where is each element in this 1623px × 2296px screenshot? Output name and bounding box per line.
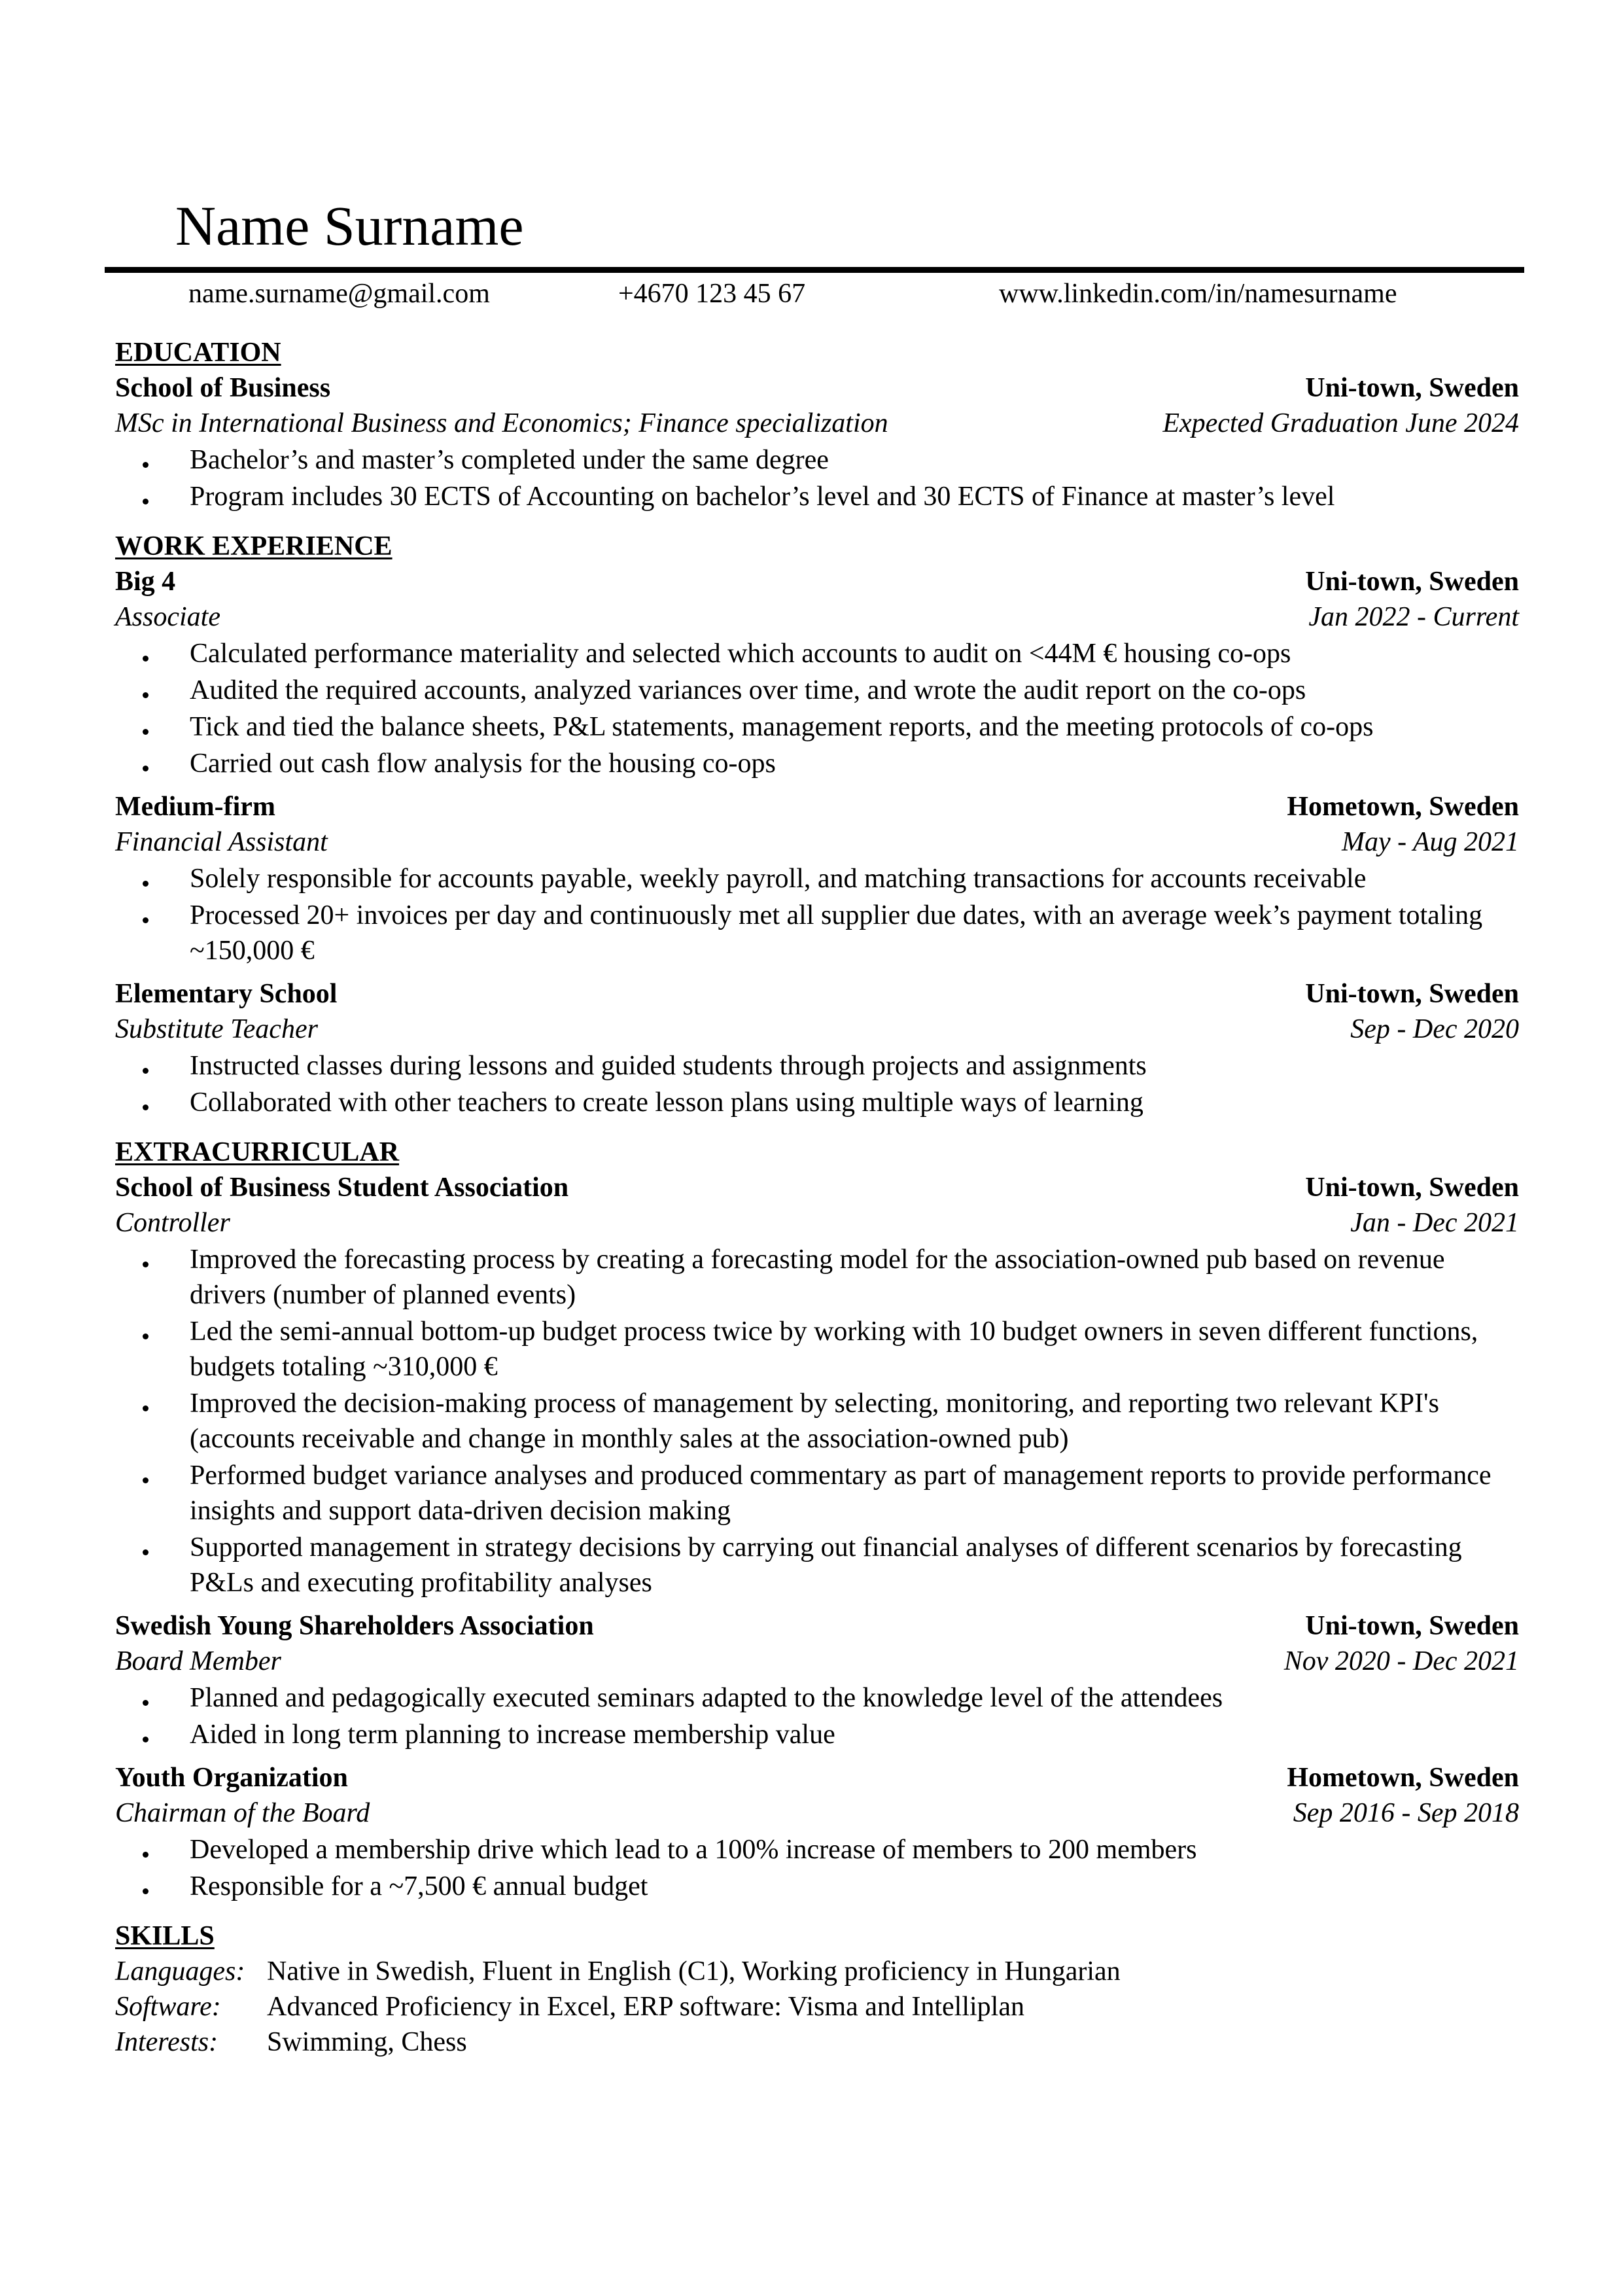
entry-organization: School of Business (115, 373, 331, 403)
entry-organization: Elementary School (115, 979, 338, 1009)
bullet-item: Calculated performance materiality and selected which accounts to audit on <44M € housing co-ops (115, 636, 1519, 671)
bullet-item: Developed a membership drive which lead to a 100% increase of members to 200 members (115, 1832, 1519, 1867)
section-title: EXTRACURRICULAR (115, 1137, 400, 1167)
entry-role: Associate (115, 602, 220, 632)
work-entry (115, 564, 1519, 781)
bullet-item: Processed 20+ invoices per day and continuously met all supplier due dates, with an average week’s payment totaling ~150,000 € (115, 898, 1519, 968)
section-title: WORK EXPERIENCE (115, 531, 393, 561)
entry-organization: Big 4 (115, 567, 176, 597)
section-title: EDUCATION (115, 338, 281, 368)
candidate-name: Name Surname (175, 194, 524, 257)
entry-dates: Nov 2020 - Dec 2021 (1283, 1646, 1519, 1676)
entry-organization: School of Business Student Association (115, 1173, 569, 1203)
bullet-item: Led the semi-annual bottom-up budget process twice by working with 10 budget owners in seven different functions, budgets totaling ~310,000 € (115, 1314, 1519, 1385)
phone-number: +4670 123 45 67 (618, 279, 806, 309)
bullet-item: Improved the forecasting process by creating a forecasting model for the association-owned pub based on revenue drivers (number of planned events) (115, 1242, 1519, 1313)
skills-section (115, 1918, 1519, 2060)
skill-row-languages (115, 1954, 1519, 1989)
entry-dates: Jan 2022 - Current (1308, 602, 1519, 632)
entry-location: Hometown, Sweden (1287, 1763, 1519, 1793)
bullet-item: Tick and tied the balance sheets, P&L statements, management reports, and the meeting protocols of co-ops (115, 709, 1519, 745)
bullet-item: Program includes 30 ECTS of Accounting on bachelor’s level and 30 ECTS of Finance at master’s level (115, 479, 1519, 514)
entry-dates: Sep 2016 - Sep 2018 (1293, 1798, 1519, 1828)
skill-value: Native in Swedish, Fluent in English (C1), Working proficiency in Hungarian (267, 1956, 1121, 1987)
entry-role: MSc in International Business and Economics; Finance specialization (115, 408, 888, 438)
work-experience-section (115, 529, 1519, 1120)
entry-location: Uni-town, Sweden (1305, 567, 1519, 597)
entry-location: Uni-town, Sweden (1305, 1173, 1519, 1203)
bullet-item: Bachelor’s and master’s completed under the same degree (115, 442, 1519, 478)
entry-role: Controller (115, 1208, 230, 1238)
skill-label: Languages: (115, 1956, 245, 1987)
entry-dates: Expected Graduation June 2024 (1162, 408, 1519, 438)
resume-body (115, 335, 1519, 2060)
skill-value: Swimming, Chess (267, 2027, 467, 2057)
extracurricular-entry (115, 1760, 1519, 1904)
bullet-item: Audited the required accounts, analyzed variances over time, and wrote the audit report on the co-ops (115, 673, 1519, 708)
email-link[interactable]: name.surname@gmail.com (188, 279, 490, 309)
section-title: SKILLS (115, 1921, 215, 1951)
entry-organization: Swedish Young Shareholders Association (115, 1611, 594, 1641)
skill-value: Advanced Proficiency in Excel, ERP software: Visma and Intelliplan (267, 1992, 1024, 2022)
entry-location: Uni-town, Sweden (1305, 1611, 1519, 1641)
education-section (115, 335, 1519, 514)
entry-dates: May - Aug 2021 (1341, 827, 1519, 857)
bullet-item: Carried out cash flow analysis for the housing co-ops (115, 746, 1519, 781)
entry-role: Substitute Teacher (115, 1014, 318, 1044)
entry-location: Hometown, Sweden (1287, 792, 1519, 822)
bullet-item: Planned and pedagogically executed seminars adapted to the knowledge level of the attendees (115, 1680, 1519, 1716)
bullet-item: Instructed classes during lessons and guided students through projects and assignments (115, 1048, 1519, 1084)
bullet-item: Collaborated with other teachers to create lesson plans using multiple ways of learning (115, 1085, 1519, 1120)
education-entry (115, 370, 1519, 514)
extracurricular-entry (115, 1170, 1519, 1600)
extracurricular-entry (115, 1608, 1519, 1752)
extracurricular-section (115, 1135, 1519, 1904)
bullet-item: Aided in long term planning to increase membership value (115, 1717, 1519, 1752)
linkedin-link[interactable]: www.linkedin.com/in/namesurname (999, 279, 1397, 309)
bullet-item: Performed budget variance analyses and produced commentary as part of management reports to provide performance insights and support data-driven decision making (115, 1458, 1519, 1528)
bullet-item: Supported management in strategy decisions by carrying out financial analyses of different scenarios by forecasting P&Ls and executing profitability analyses (115, 1530, 1519, 1600)
entry-location: Uni-town, Sweden (1305, 979, 1519, 1009)
entry-organization: Medium-firm (115, 792, 275, 822)
work-entry (115, 976, 1519, 1120)
entry-dates: Jan - Dec 2021 (1350, 1208, 1519, 1238)
entry-location: Uni-town, Sweden (1305, 373, 1519, 403)
work-entry (115, 789, 1519, 968)
skill-row-interests (115, 2024, 1519, 2060)
skill-row-software (115, 1989, 1519, 2024)
header-divider (105, 267, 1524, 273)
bullet-item: Solely responsible for accounts payable, weekly payroll, and matching transactions for accounts receivable (115, 861, 1519, 896)
entry-dates: Sep - Dec 2020 (1350, 1014, 1519, 1044)
entry-role: Financial Assistant (115, 827, 328, 857)
entry-role: Board Member (115, 1646, 281, 1676)
skill-label: Software: (115, 1992, 221, 2022)
entry-organization: Youth Organization (115, 1763, 348, 1793)
bullet-item: Improved the decision-making process of management by selecting, monitoring, and reporting two relevant KPI's (accounts receivable and change in monthly sales at the association-owned pub) (115, 1386, 1519, 1457)
bullet-item: Responsible for a ~7,500 € annual budget (115, 1869, 1519, 1904)
skill-label: Interests: (115, 2027, 218, 2057)
entry-role: Chairman of the Board (115, 1798, 370, 1828)
